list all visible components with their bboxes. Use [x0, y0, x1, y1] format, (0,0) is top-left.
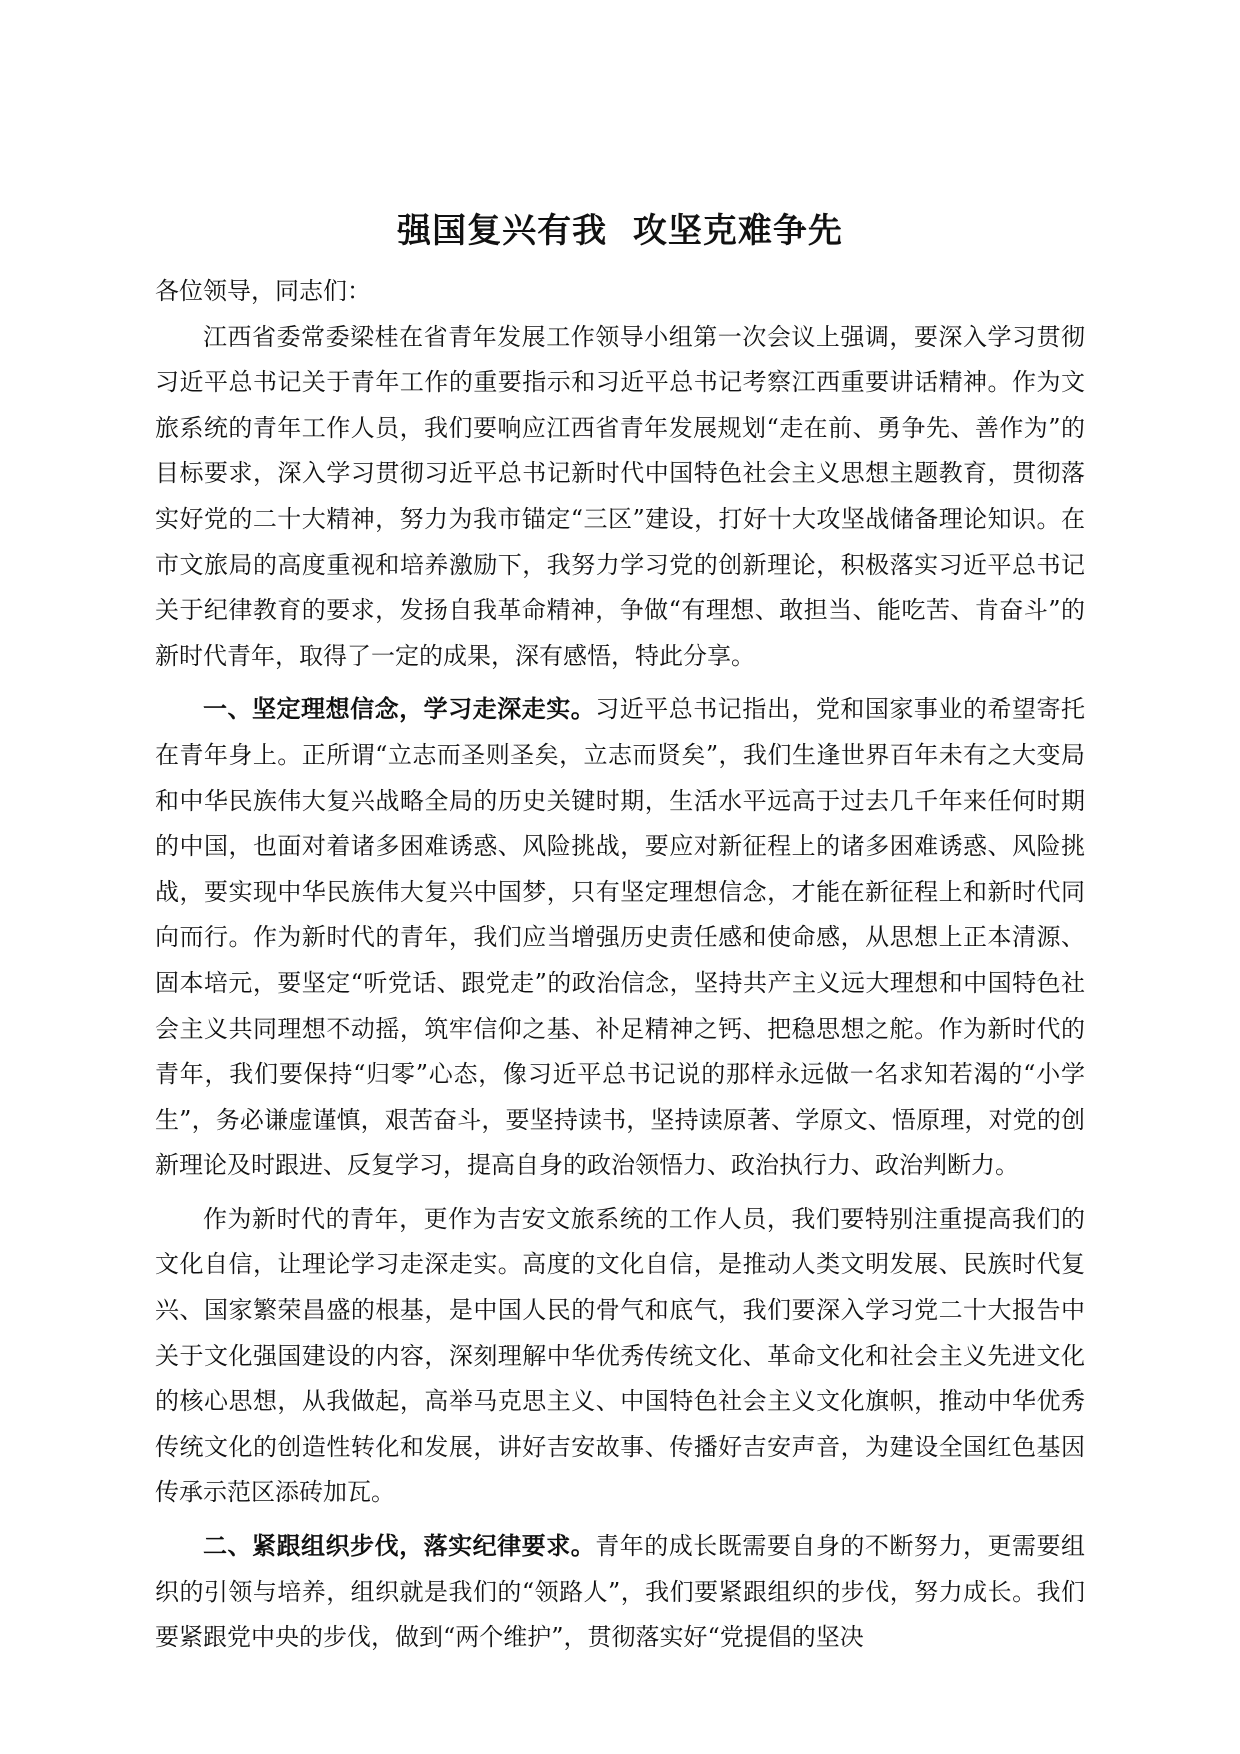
section-1-extra-paragraph: 作为新时代的青年，更作为吉安文旅系统的工作人员，我们要特别注重提高我们的文化自信，让理论学习走深走实。高度的文化自信，是推动人类文明发展、民族时代复兴、国家繁荣昌盛的根基，是中国人民的骨气和底气，我们要深入学习党二十大报告中关于文化强国建设的内容，深刻理解中华优秀传统文化、革命文化和社会主义先进文化的核心思想，从我做起，高举马克思主义、中国特色社会主义文化旗帜，推动中华优秀传统文化的创造性转化和发展，讲好吉安故事、传播好吉安声音，为建设全国红色基因传承示范区添砖加瓦。	[155, 1204, 1085, 1507]
section-1-body: 习近平总书记指出，党和国家事业的希望寄托在青年身上。正所谓“立志而圣则圣矣，立志而贤矣”，我们生逢世界百年未有之大变局和中华民族伟大复兴战略全局的历史关键时期，生活水平远高于过去几千年来任何时期的中国，也面对着诸多困难诱惑、风险挑战，要应对新征程上的诸多困难诱惑、风险挑战，要实现中华民族伟大复兴中国梦，只有坚定理想信念，才能在新征程上和新时代同向而行。作为新时代的青年，我们应当增强历史责任感和使命感，从思想上正本清源、固本培元，要坚定“听党话、跟党走”的政治信念，坚持共产主义远大理想和中国特色社会主义共同理想不动摇，筑牢信仰之基、补足精神之钙、把稳思想之舵。作为新时代的青年，我们要保持“归零”心态，像习近平总书记说的那样永远做一名求知若渴的“小学生”，务必谦虚谨慎，艰苦奋斗，要坚持读书，坚持读原著、学原文、悟原理，对党的创新理论及时跟进、反复学习，提高自身的政治领悟力、政治执行力、政治判断力。	[155, 695, 1086, 1180]
document-title: 强国复兴有我 攻坚克难争先	[397, 211, 843, 251]
section-1-paragraph	[155, 687, 1085, 1189]
section-2-body: 青年的成长既需要自身的不断努力，更需要组织的引领与培养，组织就是我们的“领路人”，我们要紧跟组织的步伐，努力成长。我们要紧跟党中央的步伐，做到“两个维护”，贯彻落实好“党提倡的坚决	[155, 1532, 1086, 1652]
document-page	[155, 205, 1085, 1669]
section-2-heading: 二、紧跟组织步伐，落实纪律要求。	[203, 1532, 596, 1561]
section-1-heading: 一、坚定理想信念，学习走深走实。	[203, 695, 596, 724]
intro-paragraph: 江西省委常委梁桂在省青年发展工作领导小组第一次会议上强调，要深入学习贯彻习近平总书记关于青年工作的重要指示和习近平总书记考察江西重要讲话精神。作为文旅系统的青年工作人员，我们要响应江西省青年发展规划“走在前、勇争先、善作为”的目标要求，深入学习贯彻习近平总书记新时代中国特色社会主义思想主题教育，贯彻落实好党的二十大精神，努力为我市锚定“三区”建设，打好十大攻坚战储备理论知识。在市文旅局的高度重视和培养激励下，我努力学习党的创新理论，积极落实习近平总书记关于纪律教育的要求，发扬自我革命精神，争做“有理想、敢担当、能吃苦、肯奋斗”的新时代青年，取得了一定的成果，深有感悟，特此分享。	[155, 322, 1085, 670]
salutation: 各位领导，同志们：	[155, 277, 371, 305]
section-2-paragraph	[155, 1524, 1085, 1661]
